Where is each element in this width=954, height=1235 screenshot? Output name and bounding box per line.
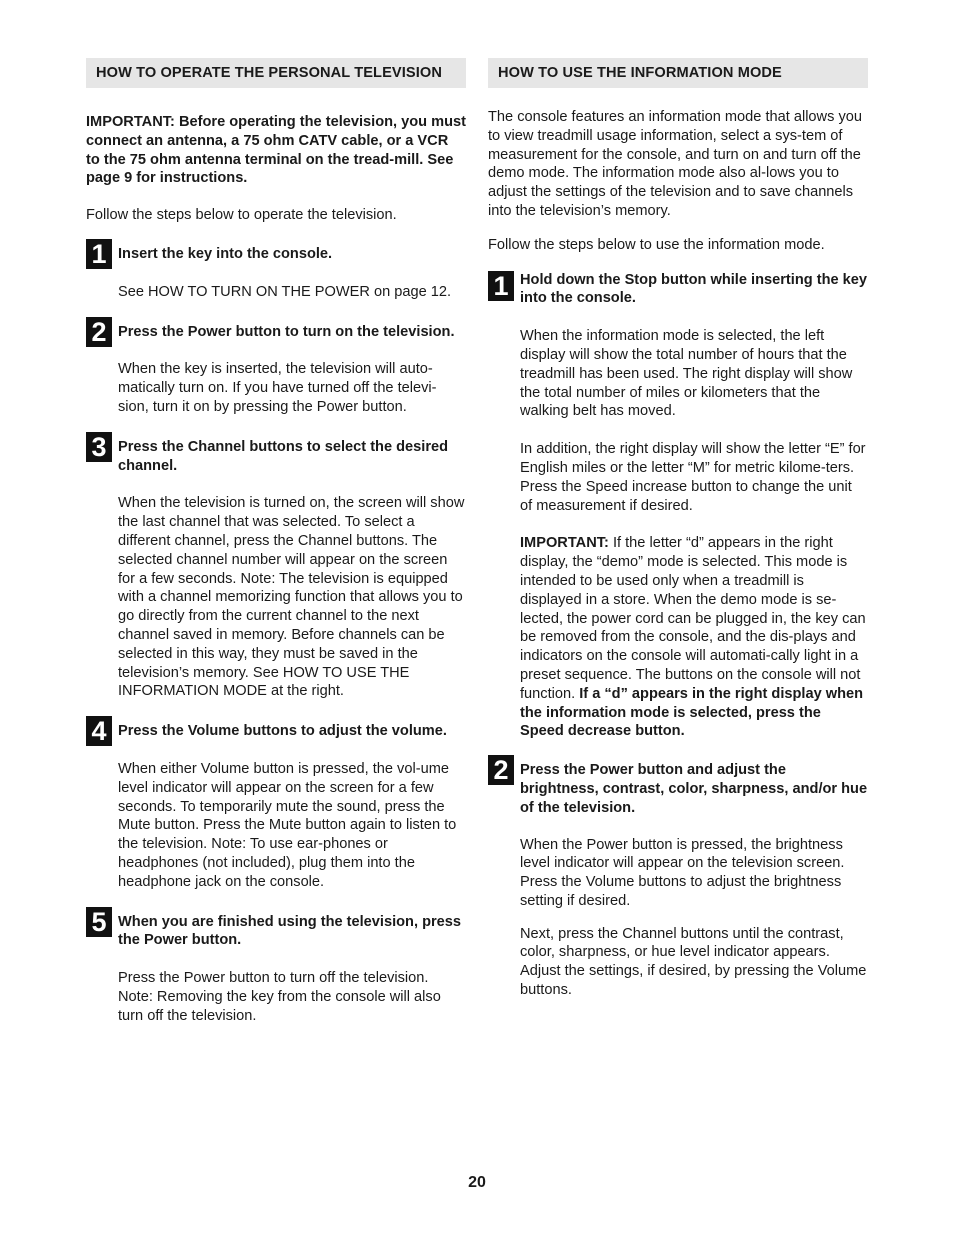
step-body: When the information mode is selected, the left display will show the total number of hours that the treadmill has been used. The right display will show the total number of miles or kilometers that the walking belt has moved. bbox=[520, 328, 853, 420]
important-note: IMPORTANT: Before operating the television, you must connect an antenna, a 75 ohm CATV cable, or a VCR to the 75 ohm antenna terminal on the tread-mill. See page 9 for instructions. bbox=[86, 114, 467, 187]
intro-text: Follow the steps below to use the information mode. bbox=[488, 236, 825, 253]
step-number: 2 bbox=[488, 755, 514, 785]
section-header-information-mode: HOW TO USE THE INFORMATION MODE bbox=[488, 58, 868, 88]
steps-list bbox=[86, 238, 466, 1026]
step-body: Next, press the Channel buttons until the contrast, color, sharpness, or hue level indicator appears. Adjust the settings, if desired, by pressing the Volume buttons. bbox=[520, 925, 867, 999]
step-number: 4 bbox=[86, 716, 112, 746]
step-number: 5 bbox=[86, 907, 112, 937]
step-number: 2 bbox=[86, 317, 112, 347]
step-title: Press the Volume buttons to adjust the volume. bbox=[118, 723, 447, 740]
right-column bbox=[488, 58, 868, 1000]
step-title: Press the Power button and adjust the brightness, contrast, color, sharpness, and/or hue of the television. bbox=[520, 762, 868, 816]
step-1 bbox=[488, 271, 868, 742]
step-2 bbox=[488, 755, 868, 1000]
step-number: 1 bbox=[86, 239, 112, 269]
intro-text: Follow the steps below to operate the television. bbox=[86, 207, 397, 224]
step-title: Press the Power button to turn on the television. bbox=[118, 323, 455, 340]
step-body: See HOW TO TURN ON THE POWER on page 12. bbox=[118, 283, 452, 300]
step-body bbox=[520, 534, 868, 741]
step-4 bbox=[86, 716, 466, 891]
step-body: When either Volume button is pressed, the vol-ume level indicator will appear on the screen for a few seconds. To temporarily mute the sound, press the Mute button. Press the Mute button again to listen to the television. Note: To use ear-phones or headphones (not included), plug them into the headphone jack on the console. bbox=[118, 760, 457, 890]
step-title: Insert the key into the console. bbox=[118, 245, 333, 262]
step-title: Hold down the Stop button while inserting the key into the console. bbox=[520, 271, 868, 307]
step-body: In addition, the right display will show the letter “E” for English miles or the letter “M” for metric kilome-ters. Press the Speed increase button to change the unit of measurement if desired. bbox=[520, 441, 866, 514]
step-number: 3 bbox=[86, 432, 112, 462]
step-number: 1 bbox=[488, 271, 514, 301]
step-body: When the key is inserted, the television will auto-matically turn on. If you have turned off the televi-sion, turn it on by pressing the Power button. bbox=[118, 361, 437, 415]
intro-text: The console features an information mode that allows you to view treadmill usage information, select a sys-tem of measurement for the console, and turn on and turn off the demo mode. The information mode also al-lows you to adjust the settings of the television and to save channels into the television’s memory. bbox=[488, 109, 862, 219]
step-title: When you are finished using the television, press the Power button. bbox=[118, 913, 462, 949]
step-body: Press the Power button to turn off the television. Note: Removing the key from the console will also turn off the television. bbox=[118, 970, 441, 1024]
step-3 bbox=[86, 431, 466, 701]
step-title: Press the Channel buttons to select the desired channel. bbox=[118, 438, 449, 474]
step-body: When the Power button is pressed, the brightness level indicator will appear on the television screen. Press the Volume buttons to adjust the brightness setting if desired. bbox=[520, 836, 845, 909]
step-2 bbox=[86, 316, 466, 417]
step-1 bbox=[86, 238, 466, 302]
page-number: 20 bbox=[468, 1174, 486, 1191]
step-5 bbox=[86, 906, 466, 1026]
section-header-television: HOW TO OPERATE THE PERSONAL TELEVISION bbox=[86, 58, 466, 88]
left-column bbox=[86, 58, 466, 1025]
important-label: IMPORTANT: bbox=[520, 535, 609, 552]
step-body: When the television is turned on, the screen will show the last channel that was selected. To select a different channel, press the Channel buttons. The selected channel number will appear on the screen for a few seconds. Note: The television is equipped with a channel memorizing function that allows you to go directly from the current channel to the next channel saved in memory. Before channels can be selected in this way, they must be saved in the television’s memory. See HOW TO USE THE INFORMATION MODE at the right. bbox=[118, 495, 465, 700]
important-emphasis: If a “d” appears in the right display when the information mode is selected, press the Speed decrease button. bbox=[520, 685, 864, 740]
important-text: If the letter “d” appears in the right display, the “demo” mode is selected. This mode is intended to be used only when a treadmill is displayed in a store. When the demo mode is se-lected, the power cord can be plugged in, the key can be removed from the console, and the dis-plays and indicators on the console will automati-cally light in a preset sequence. The buttons on the console will not function. bbox=[520, 535, 866, 702]
